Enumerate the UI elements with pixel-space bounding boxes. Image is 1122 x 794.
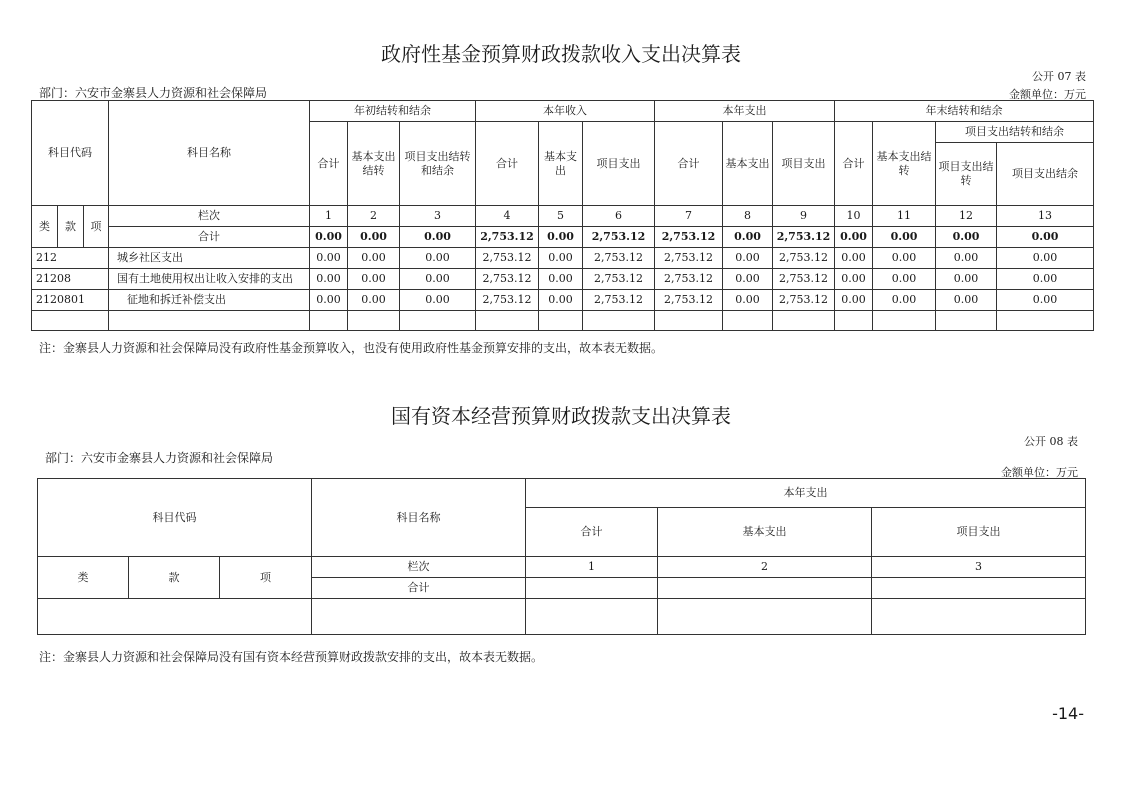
column-index: 11 [873, 206, 936, 227]
row-cell: 0.00 [400, 290, 476, 311]
table07 [31, 100, 1094, 331]
header-project-balance: 项目支出结余 [997, 143, 1094, 206]
header-total: 合计 [310, 122, 348, 206]
table07-note: 注：金寨县人力资源和社会保障局没有政府性基金预算收入，也没有使用政府性基金预算安排的支出，故本表无数据。 [39, 341, 664, 355]
empty-cell [32, 311, 109, 331]
row-cell: 0.00 [873, 269, 936, 290]
empty-cell [658, 578, 872, 599]
header-opening-balance: 年初结转和结余 [310, 101, 476, 122]
total-cell: 0.00 [997, 227, 1094, 248]
column-index: 12 [936, 206, 997, 227]
table-row [32, 269, 1094, 290]
column-index: 1 [310, 206, 348, 227]
row-cell: 0.00 [310, 290, 348, 311]
empty-cell [835, 311, 873, 331]
page-number: -14- [1052, 704, 1084, 723]
header-project: 项目支出 [583, 122, 655, 206]
column-index: 7 [655, 206, 723, 227]
header-basic: 基本支出 [539, 122, 583, 206]
row-name: 征地和拆迁补偿支出 [109, 290, 310, 311]
row-cell: 0.00 [348, 269, 400, 290]
header-closing-balance: 年末结转和结余 [835, 101, 1094, 122]
empty-cell [583, 311, 655, 331]
total-cell: 0.00 [873, 227, 936, 248]
table08-title: 国有资本经营预算财政拨款支出决算表 [391, 404, 731, 428]
empty-cell [310, 311, 348, 331]
total-row-label: 合计 [312, 578, 526, 599]
row-cell: 2,753.12 [655, 290, 723, 311]
header-category: 类 [32, 206, 58, 248]
column-index-label: 栏次 [312, 557, 526, 578]
table07-title: 政府性基金预算财政拨款收入支出决算表 [381, 42, 741, 66]
column-index: 1 [526, 557, 658, 578]
row-cell: 0.00 [348, 290, 400, 311]
header-subject-code: 科目代码 [38, 479, 312, 557]
empty-cell [109, 311, 310, 331]
row-code: 2120801 [32, 290, 109, 311]
column-index: 9 [773, 206, 835, 227]
empty-cell [997, 311, 1094, 331]
column-index: 5 [539, 206, 583, 227]
row-cell: 0.00 [873, 248, 936, 269]
row-code: 212 [32, 248, 109, 269]
total-cell: 2,753.12 [476, 227, 539, 248]
header-basic-expenditure: 基本支出 [723, 122, 773, 206]
row-cell: 0.00 [310, 248, 348, 269]
header-basic-expenditure: 基本支出 [658, 508, 872, 557]
row-cell: 0.00 [936, 290, 997, 311]
total-cell: 0.00 [936, 227, 997, 248]
row-cell: 0.00 [348, 248, 400, 269]
header-basic-carryover: 基本支出结转 [873, 122, 936, 206]
column-index: 3 [400, 206, 476, 227]
row-cell: 0.00 [400, 248, 476, 269]
empty-cell [873, 311, 936, 331]
header-total: 合计 [835, 122, 873, 206]
header-current-income: 本年收入 [476, 101, 655, 122]
total-cell: 0.00 [539, 227, 583, 248]
row-cell: 0.00 [723, 248, 773, 269]
total-cell: 0.00 [310, 227, 348, 248]
total-row-label: 合计 [109, 227, 310, 248]
table08-unit: 金额单位：万元 [1001, 466, 1078, 479]
column-index-label: 栏次 [109, 206, 310, 227]
table07-code: 公开 07 表 [1032, 70, 1086, 83]
header-total: 合计 [655, 122, 723, 206]
row-cell: 2,753.12 [583, 248, 655, 269]
empty-cell [526, 578, 658, 599]
header-subject-code: 科目代码 [32, 101, 109, 206]
empty-cell [539, 311, 583, 331]
table-row [32, 248, 1094, 269]
empty-cell [658, 599, 872, 635]
row-cell: 0.00 [539, 248, 583, 269]
empty-cell [526, 599, 658, 635]
column-index: 10 [835, 206, 873, 227]
row-cell: 2,753.12 [476, 269, 539, 290]
row-cell: 2,753.12 [583, 290, 655, 311]
total-cell: 2,753.12 [655, 227, 723, 248]
header-item: 项 [220, 557, 312, 599]
row-cell: 0.00 [873, 290, 936, 311]
row-cell: 0.00 [723, 269, 773, 290]
empty-cell [872, 578, 1086, 599]
empty-cell [38, 599, 312, 635]
row-cell: 0.00 [539, 269, 583, 290]
total-cell: 0.00 [835, 227, 873, 248]
table08 [37, 478, 1086, 635]
header-subject-name: 科目名称 [312, 479, 526, 557]
row-name: 城乡社区支出 [109, 248, 310, 269]
total-cell: 2,753.12 [583, 227, 655, 248]
row-cell: 0.00 [936, 248, 997, 269]
header-project-carryover: 项目支出结转 [936, 143, 997, 206]
row-cell: 0.00 [723, 290, 773, 311]
table-row [32, 290, 1094, 311]
header-project-expenditure: 项目支出 [773, 122, 835, 206]
table08-department: 部门：六安市金寨县人力资源和社会保障局 [45, 451, 274, 465]
header-current-expenditure: 本年支出 [526, 479, 1086, 508]
header-basic-carryover: 基本支出结转 [348, 122, 400, 206]
total-cell: 2,753.12 [773, 227, 835, 248]
total-cell: 0.00 [348, 227, 400, 248]
column-index: 2 [658, 557, 872, 578]
header-subject-name: 科目名称 [109, 101, 310, 206]
column-index: 2 [348, 206, 400, 227]
header-section: 款 [58, 206, 84, 248]
row-cell: 0.00 [997, 248, 1094, 269]
header-section: 款 [129, 557, 220, 599]
table-row [32, 311, 1094, 331]
column-index: 6 [583, 206, 655, 227]
column-index: 13 [997, 206, 1094, 227]
empty-cell [348, 311, 400, 331]
row-cell: 0.00 [997, 269, 1094, 290]
empty-cell [936, 311, 997, 331]
header-total: 合计 [526, 508, 658, 557]
row-code: 21208 [32, 269, 109, 290]
row-cell: 0.00 [539, 290, 583, 311]
column-index: 3 [872, 557, 1086, 578]
empty-cell [312, 599, 526, 635]
total-cell: 0.00 [723, 227, 773, 248]
row-cell: 0.00 [835, 248, 873, 269]
row-cell: 2,753.12 [476, 290, 539, 311]
row-cell: 2,753.12 [655, 248, 723, 269]
column-index: 8 [723, 206, 773, 227]
row-cell: 0.00 [936, 269, 997, 290]
row-name: 国有土地使用权出让收入安排的支出 [109, 269, 310, 290]
empty-cell [655, 311, 723, 331]
row-cell: 2,753.12 [773, 269, 835, 290]
row-cell: 0.00 [835, 290, 873, 311]
header-project-carryover-group: 项目支出结转和结余 [936, 122, 1094, 143]
row-cell: 0.00 [400, 269, 476, 290]
header-category: 类 [38, 557, 129, 599]
column-index: 4 [476, 206, 539, 227]
row-cell: 2,753.12 [773, 290, 835, 311]
empty-cell [872, 599, 1086, 635]
table-row [38, 599, 1086, 635]
empty-cell [476, 311, 539, 331]
empty-cell [400, 311, 476, 331]
table07-unit: 金额单位：万元 [1009, 88, 1086, 101]
table08-code: 公开 08 表 [1024, 435, 1078, 448]
table07-department: 部门：六安市金寨县人力资源和社会保障局 [39, 86, 268, 100]
row-cell: 0.00 [835, 269, 873, 290]
row-cell: 2,753.12 [655, 269, 723, 290]
total-cell: 0.00 [400, 227, 476, 248]
empty-cell [773, 311, 835, 331]
empty-cell [723, 311, 773, 331]
row-cell: 2,753.12 [583, 269, 655, 290]
table08-note: 注：金寨县人力资源和社会保障局没有国有资本经营预算财政拨款安排的支出，故本表无数据。 [39, 650, 544, 664]
header-current-expenditure: 本年支出 [655, 101, 835, 122]
row-cell: 0.00 [310, 269, 348, 290]
header-project-expenditure: 项目支出 [872, 508, 1086, 557]
header-item: 项 [84, 206, 109, 248]
row-cell: 0.00 [997, 290, 1094, 311]
row-cell: 2,753.12 [773, 248, 835, 269]
header-total: 合计 [476, 122, 539, 206]
row-cell: 2,753.12 [476, 248, 539, 269]
header-project-carryover-balance: 项目支出结转和结余 [400, 122, 476, 206]
